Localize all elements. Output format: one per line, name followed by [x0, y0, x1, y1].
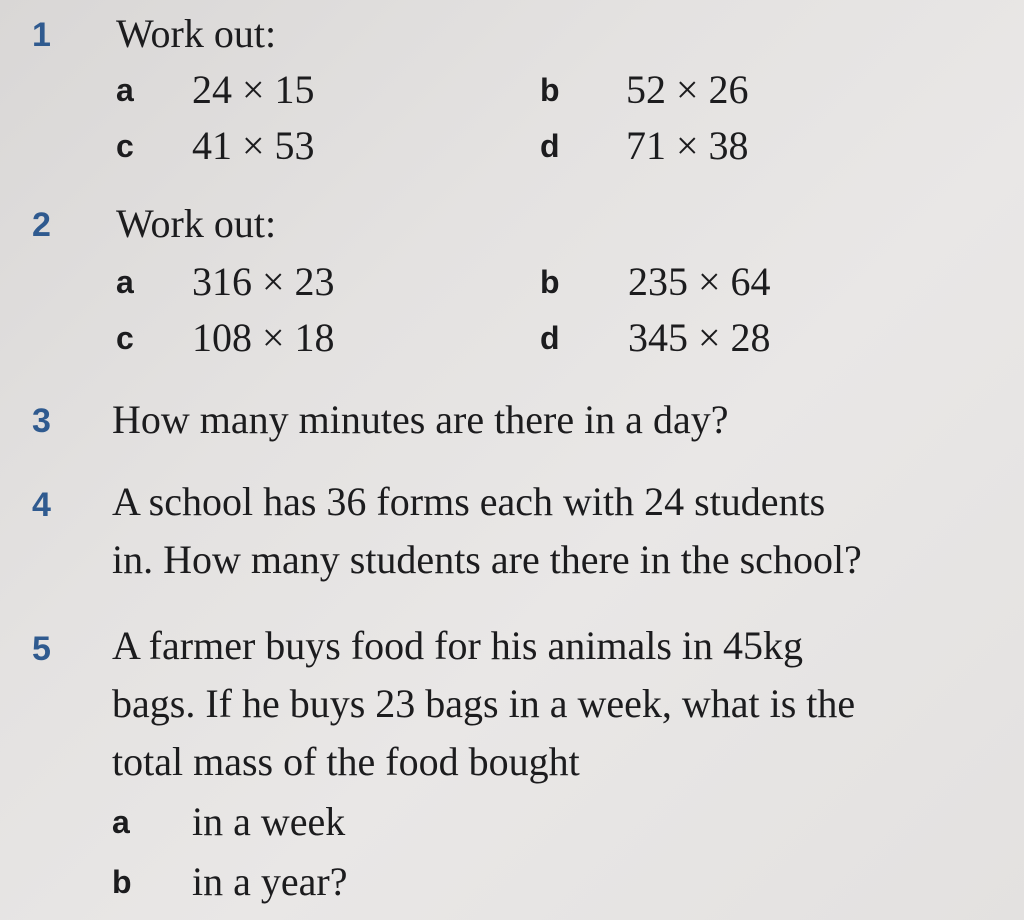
- part-label: a: [116, 72, 134, 108]
- question-text-line: A school has 36 forms each with 24 students: [112, 479, 826, 524]
- part-label: d: [540, 320, 560, 356]
- part-label: c: [116, 320, 134, 356]
- part-expression: 71 × 38: [626, 123, 749, 168]
- part-expression: 316 × 23: [192, 259, 335, 304]
- question-number: 1: [32, 16, 51, 54]
- part-text: in a week: [192, 799, 346, 844]
- question-number: 5: [32, 630, 51, 668]
- part-label: b: [540, 72, 560, 108]
- part-expression: 235 × 64: [628, 259, 771, 304]
- question-text: How many minutes are there in a day?: [112, 397, 729, 442]
- part-expression: 41 × 53: [192, 123, 315, 168]
- part-label: c: [116, 128, 134, 164]
- part-expression: 24 × 15: [192, 67, 315, 112]
- part-expression: 108 × 18: [192, 315, 335, 360]
- question-prompt: Work out:: [116, 201, 277, 246]
- part-label: a: [112, 804, 130, 840]
- question-text-line: A farmer buys food for his animals in 45kg: [112, 623, 803, 668]
- question-number: 4: [32, 486, 51, 524]
- part-label: b: [540, 264, 560, 300]
- part-label: d: [540, 128, 560, 164]
- part-expression: 345 × 28: [628, 315, 771, 360]
- part-label: a: [116, 264, 134, 300]
- part-text: in a year?: [192, 859, 348, 904]
- question-text-line: in. How many students are there in the school?: [112, 537, 862, 582]
- question-text-line: total mass of the food bought: [112, 739, 580, 784]
- question-number: 3: [32, 402, 51, 440]
- question-prompt: Work out:: [116, 11, 277, 56]
- question-text-line: bags. If he buys 23 bags in a week, what is the: [112, 681, 856, 726]
- part-expression: 52 × 26: [626, 67, 749, 112]
- part-label: b: [112, 864, 132, 900]
- question-number: 2: [32, 206, 51, 244]
